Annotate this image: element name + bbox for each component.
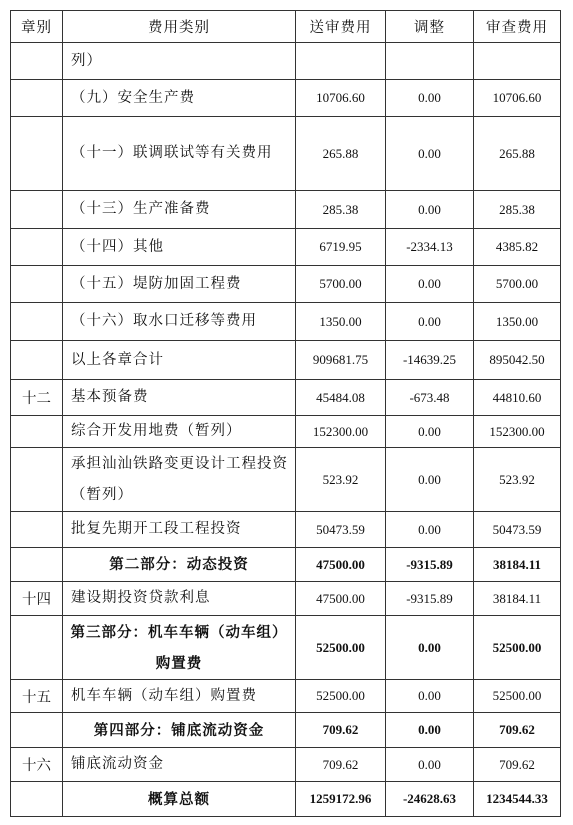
submitted-cell: 47500.00 <box>296 582 386 616</box>
chapter-cell <box>11 616 63 680</box>
approved-cell: 4385.82 <box>474 229 561 266</box>
adjust-cell: -14639.25 <box>386 341 474 380</box>
chapter-cell <box>11 782 63 817</box>
table-row <box>11 512 561 548</box>
submitted-cell: 45484.08 <box>296 380 386 416</box>
submitted-cell: 10706.60 <box>296 80 386 117</box>
submitted-cell: 152300.00 <box>296 416 386 448</box>
table-row <box>11 80 561 117</box>
submitted-cell: 47500.00 <box>296 548 386 582</box>
table-row <box>11 448 561 512</box>
header-chapter: 章别 <box>11 11 63 43</box>
category-cell: （十六）取水口迁移等费用 <box>63 303 296 341</box>
adjust-cell: 0.00 <box>386 266 474 303</box>
chapter-cell: 十六 <box>11 748 63 782</box>
adjust-cell: 0.00 <box>386 680 474 713</box>
approved-cell: 285.38 <box>474 191 561 229</box>
chapter-cell <box>11 448 63 512</box>
chapter-cell <box>11 229 63 266</box>
adjust-cell: 0.00 <box>386 713 474 748</box>
header-row <box>11 11 561 43</box>
table-row <box>11 713 561 748</box>
category-cell: 以上各章合计 <box>63 341 296 380</box>
approved-cell: 1350.00 <box>474 303 561 341</box>
table-row <box>11 782 561 817</box>
table-row <box>11 582 561 616</box>
header-category: 费用类别 <box>63 11 296 43</box>
category-cell: 第二部分：动态投资 <box>63 548 296 582</box>
category-cell: 第三部分：机车车辆（动车组）购置费 <box>63 616 296 680</box>
approved-cell: 5700.00 <box>474 266 561 303</box>
adjust-cell: 0.00 <box>386 117 474 191</box>
submitted-cell: 265.88 <box>296 117 386 191</box>
table-row <box>11 229 561 266</box>
adjust-cell: 0.00 <box>386 80 474 117</box>
category-cell: 第四部分：铺底流动资金 <box>63 713 296 748</box>
adjust-cell <box>386 43 474 80</box>
header-submitted: 送审费用 <box>296 11 386 43</box>
approved-cell: 523.92 <box>474 448 561 512</box>
adjust-cell: 0.00 <box>386 303 474 341</box>
chapter-cell <box>11 512 63 548</box>
approved-cell: 265.88 <box>474 117 561 191</box>
category-cell: 机车车辆（动车组）购置费 <box>63 680 296 713</box>
chapter-cell <box>11 191 63 229</box>
submitted-cell: 909681.75 <box>296 341 386 380</box>
chapter-cell <box>11 548 63 582</box>
header-adjust: 调整 <box>386 11 474 43</box>
table-row <box>11 748 561 782</box>
adjust-cell: 0.00 <box>386 616 474 680</box>
category-cell: 批复先期开工段工程投资 <box>63 512 296 548</box>
table-row <box>11 303 561 341</box>
chapter-cell: 十二 <box>11 380 63 416</box>
category-cell: 铺底流动资金 <box>63 748 296 782</box>
approved-cell: 52500.00 <box>474 616 561 680</box>
table-row <box>11 616 561 680</box>
category-cell: （九）安全生产费 <box>63 80 296 117</box>
chapter-cell <box>11 713 63 748</box>
submitted-cell: 1259172.96 <box>296 782 386 817</box>
approved-cell: 38184.11 <box>474 582 561 616</box>
category-cell: （十一）联调联试等有关费用 <box>63 117 296 191</box>
approved-cell: 44810.60 <box>474 380 561 416</box>
approved-cell <box>474 43 561 80</box>
category-cell: 建设期投资贷款利息 <box>63 582 296 616</box>
category-cell: 列） <box>63 43 296 80</box>
approved-cell: 52500.00 <box>474 680 561 713</box>
submitted-cell: 709.62 <box>296 713 386 748</box>
category-cell: 承担汕汕铁路变更设计工程投资（暂列） <box>63 448 296 512</box>
chapter-cell <box>11 117 63 191</box>
adjust-cell: 0.00 <box>386 448 474 512</box>
chapter-cell: 十五 <box>11 680 63 713</box>
category-cell: 综合开发用地费（暂列） <box>63 416 296 448</box>
chapter-cell <box>11 266 63 303</box>
submitted-cell: 1350.00 <box>296 303 386 341</box>
chapter-cell <box>11 303 63 341</box>
adjust-cell: -673.48 <box>386 380 474 416</box>
submitted-cell <box>296 43 386 80</box>
adjust-cell: -9315.89 <box>386 582 474 616</box>
approved-cell: 50473.59 <box>474 512 561 548</box>
approved-cell: 152300.00 <box>474 416 561 448</box>
table-row <box>11 43 561 80</box>
approved-cell: 38184.11 <box>474 548 561 582</box>
submitted-cell: 52500.00 <box>296 616 386 680</box>
chapter-cell <box>11 341 63 380</box>
chapter-cell: 十四 <box>11 582 63 616</box>
adjust-cell: 0.00 <box>386 512 474 548</box>
adjust-cell: -9315.89 <box>386 548 474 582</box>
approved-cell: 895042.50 <box>474 341 561 380</box>
adjust-cell: 0.00 <box>386 416 474 448</box>
category-cell: 概算总额 <box>63 782 296 817</box>
category-cell: （十四）其他 <box>63 229 296 266</box>
budget-table <box>10 10 561 817</box>
adjust-cell: 0.00 <box>386 748 474 782</box>
chapter-cell <box>11 43 63 80</box>
submitted-cell: 285.38 <box>296 191 386 229</box>
chapter-cell <box>11 416 63 448</box>
approved-cell: 709.62 <box>474 748 561 782</box>
submitted-cell: 6719.95 <box>296 229 386 266</box>
submitted-cell: 5700.00 <box>296 266 386 303</box>
submitted-cell: 709.62 <box>296 748 386 782</box>
table-row <box>11 341 561 380</box>
table-row <box>11 548 561 582</box>
table-row <box>11 117 561 191</box>
table-row <box>11 680 561 713</box>
submitted-cell: 523.92 <box>296 448 386 512</box>
table-row <box>11 416 561 448</box>
category-cell: （十五）堤防加固工程费 <box>63 266 296 303</box>
submitted-cell: 50473.59 <box>296 512 386 548</box>
category-cell: （十三）生产准备费 <box>63 191 296 229</box>
table-row <box>11 266 561 303</box>
approved-cell: 1234544.33 <box>474 782 561 817</box>
approved-cell: 10706.60 <box>474 80 561 117</box>
adjust-cell: -2334.13 <box>386 229 474 266</box>
adjust-cell: -24628.63 <box>386 782 474 817</box>
table-row <box>11 380 561 416</box>
submitted-cell: 52500.00 <box>296 680 386 713</box>
adjust-cell: 0.00 <box>386 191 474 229</box>
approved-cell: 709.62 <box>474 713 561 748</box>
table-row <box>11 191 561 229</box>
category-cell: 基本预备费 <box>63 380 296 416</box>
chapter-cell <box>11 80 63 117</box>
header-approved: 审查费用 <box>474 11 561 43</box>
